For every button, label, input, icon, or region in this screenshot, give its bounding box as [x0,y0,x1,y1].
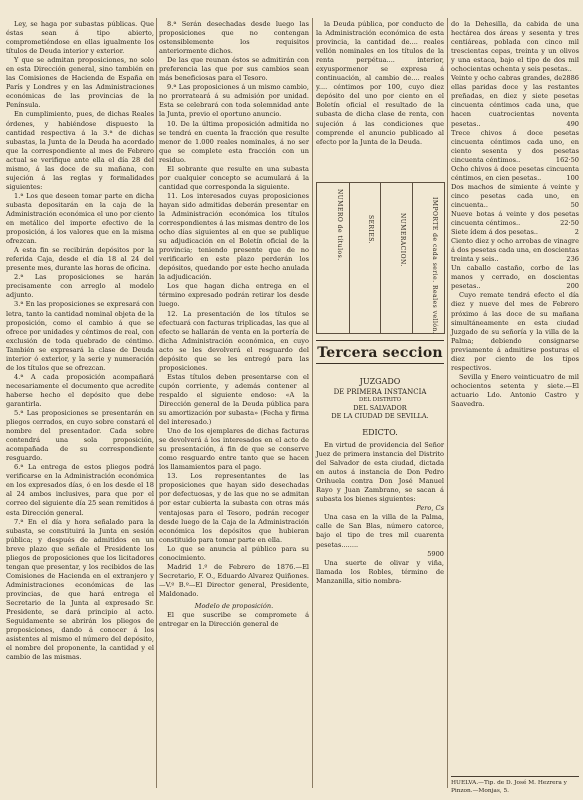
paragraph: 7.ª En el día y hora señalado para la subasta, se constituirá la Junta en sesión pública; y después de admitidos en un breve plazo que señale el Presidente los pliegos de proposiciones que los licitadores tengan que presentar, y los recibidos de las Comisiones de Hacienda en el extranjero y Administraciones económicas de las provincias, de que hará entrega el Secretario de la Junta al expresado Sr. Presidente, se dará principio al acto. Seguidamente se abrirán los pliegos de proposiciones, dando á conocer á los asistentes al mismo el número del depósito, el nombre del proponente, la cantidad y el cambio de las mismas. [6,517,154,662]
list-item: Dos machos de simiente á veinte y cinco pesetas cada uno, en cincuenta.. 50 [451,182,579,209]
proposal-table [316,182,445,334]
edict-title: EDICTO. [362,428,398,437]
court-subtitle: DEL DISTRITO [358,397,402,403]
list-item: Ciento diez y ocho arrobas de vinagre á dos pesetas cada una, en doscientas treinta y seis.. 236 [451,237,579,264]
paragraph: En cumplimiento, pues, de dichas Reales órdenes, y habiéndose dispuesto la cantidad respectiva á la 3.ª de dichas subastas, la Junta de la Deuda ha acordado que la correspondiente al mes de Febrero actual se verifique ante ella el día 28 del mismo, á las doce de su mañana, con sujeción á las reglas y formalidades siguientes: [6,110,154,191]
table-header: NUMERO de títulos. [336,189,343,261]
modelo-label: Modelo de proposición. [194,602,274,610]
list-item: Nueve botas á veinte y dos pesetas cincuenta céntimos.. 22·50 [451,209,579,228]
paragraph: Cuyo remate tendrá efecto el día diez y nueve del mes de Febrero próximo á las doce de su mañana simultáneamente en esta ciudad Juzgado de su señoría y la villa de la Palma; debiendo consignarse previamente á admitirse posturas el diez por ciento de los tipos respectivos. [451,291,579,372]
court-heading [316,377,444,420]
paragraph: Ley, se haga por subastas públicas. Que éstas sean á tipo abierto, comprometiéndose en ellas igualmente los títulos de Deuda interior y exterior. [6,20,154,56]
list-item: Veinte y ocho cabras grandes, de ellas paridas doce y las restantes preñadas, en diez y siete pesetas cincuenta céntimos cada una, que hacen cuatrocientas noventa pesetas.. 490 [451,74,579,128]
paragraph: 10. De la última proposición admitida no se tendrá en cuenta la fracción que resulte menor de 1.000 reales nominales, á no ser que se complete esta fracción con un residuo. [159,119,309,164]
table-divider [380,183,381,333]
edict-body [316,441,444,586]
paragraph: Uno de los ejemplares de dichas facturas se devolverá á los interesados en el acto de su presentación, á fin de que se conserve como resguardo entre tanto que se hacen los llamamientos para el pago. [159,427,309,472]
column-rule [447,18,448,788]
list-item: Un caballo castaño, corbo de las manos y cerrado, en doscientas pesetas.. 200 [451,264,579,291]
paragraph: El que suscribe se compromete á entregar en la Dirección general de [159,611,309,629]
paragraph: 2.ª Las proposiciones se harán precisamente con arreglo al modelo adjunto. [6,273,154,300]
rule [316,340,444,341]
column-3 [316,20,444,147]
paragraph: 4.ª A cada proposición acompañará necesariamente el documento que acredite haberse hecho el depósito que debe garantirla. [6,372,154,408]
paragraph: A esta fin se recibirán depósitos por la referida Caja, desde el día 18 al 24 del presente mes, durante las horas de oficina. [6,246,154,273]
table-header: SERIES. [367,215,374,245]
signer: Pero, Cs [416,504,444,513]
court-subtitle: DE PRIMERA INSTANCIA [333,388,427,396]
paragraph: Y que se admitan proposiciones, no solo en esta Dirección general, sino también en las Comisiones de Hacienda de España en París y Londres y en las Administraciones económicas de las provincias de la Península. [6,56,154,110]
paragraph: 3.ª En las proposiciones se expresará con letra, tanto la cantidad nominal objeta de la proposición, como el cambio á que se ofrece por unidades y céntimos de real, con exclusión de toda quebrado de céntimo. También se expresará la clase de Deuda interior ó exterior, y la serie y numeración de los títulos que se ofrezcan. [6,300,154,372]
paragraph: 5.ª Las proposiciones se presentarán en pliegos cerrados, en cuyo sobre constará el nombre del presentador. Cada sobre contendrá una sola proposición, acompañada de su correspondiente resguardo. [6,409,154,463]
paragraph: El sobrante que resulte en una subasta por cualquier concepto se acumulará á la cantidad que corresponda la siguiente. [159,164,309,191]
paragraph: En virtud de providencia del Señor Juez de primera instancia del Distrito del Salvador de esta ciudad, dictada en autos á instancia de Don Pedro Orihuela contra Don José Manuel Rayo y Juan Zambrano, se sacan á subasta los bienes siguientes: [316,441,444,504]
paragraph: Estas títulos deben presentarse con el cupón corriente, y además contener al respaldo el siguiente endoso: «A la Dirección general de la Deuda pública para su amortización por subasta» (Fecha y firma del interesado.) [159,372,309,427]
paragraph: Sevilla y Enero veinticuatro de mil ochocientos setenta y siete.—El actuario Ldo. Antonio Castro y Saavedra. [451,372,579,408]
column-2 [159,20,309,629]
paragraph: la Deuda pública, por conducto de la Administración económica de esta provincia, la cantidad de.... reales vellón nominales en los títulos de la renta perpétua.... interior, exyuspormenor se expresa á continuación, al cambio de.... reales y.... céntimos por 100, cuyo diez depósito del uno por ciento en el Boletín oficial el resultado de la subasta de dicha clase de renta, con sujeción á las condiciones que comprende el anuncio publicado al efecto por la Junta de la Deuda. [316,20,444,146]
item: Una suerte de olivar y viña, llamada los Robles, término de Manzanilla, sitio nombra- [316,558,444,585]
list-item: do la Dehesilla, da cabida de una hectárea dos áreas y sesenta y tres centiáreas, poblada con cinco mil trescientas cepas, treinta y un olivos y una estaca, bajo el tipo de dos mil ochocientas ochenta y seis pesetas.. 2886 [451,20,579,83]
list-item: Siete ídem á dos pesetas.. 2 [451,228,579,237]
table-divider [412,183,413,333]
table-header: IMPORTE de cada serie. Reales vellón. [431,197,438,335]
printer-footer: HUELVA.—Tip. de D. José M. Hezrera y Pinzon.—Monjas, 5. [451,776,579,795]
table-divider [349,183,350,333]
paragraph: 1.ª Los que deseen tomar parte en dicha subasta depositarán en la caja de la Administración económica el uno por ciento en metálico del importe efectivo de la proposición, á los valores que en la misma ofrezcan. [6,191,154,246]
rule [316,363,444,364]
paragraph: 13. Los representantes de las proposiciones que hayan sido desechadas por defectuosas, y de las que no se admitan por estar cubierta la subasta con otras más ventajosas para el Tesoro, podrán recoger desde luego de la Caja de la Administración económica los depósitos que hubieran constituido para tomar parte en ella. [159,472,309,544]
column-rule [156,18,157,788]
list-item: Trece chivos á doce pesetas cincuenta céntimos cada uno, en ciento sesenta y dos pesetas cincuenta céntimos.. 162·50 [451,128,579,164]
paragraph: 9.ª Las proposiciones á un mismo cambio, no prorrateará á su admisión por unidad. Esta se celebrará con toda solemnidad ante la Junta, previo el oportuno anuncio. [159,83,309,119]
column-rule [312,18,313,788]
column-4 [451,20,579,409]
paragraph: 6.ª La entrega de estos pliegos podrá verificarse en la Administración económica en los expresados días, ó en los desde el 18 al 24 ambos inclusives, para que por el correo del siguiente día 25 sean remitidos á esta Dirección general. [6,463,154,517]
table-header: NUMERACION. [399,213,406,267]
paragraph: Madrid 1.º de Febrero de 1876.—El Secretario, F. O., Eduardo Alvarez Quiñones.—V.º B.º—El Director general, Presidente, Maldonado. [159,562,309,598]
list-item: Ocho chivos á doce pesetas cincuenta céntimos, en cien pesetas.. 100 [451,164,579,182]
paragraph: 8.ª Serán desechadas desde luego las proposiciones que no contengan ostensiblemente los requisitos anteriormente dichos. [159,20,309,56]
item: Una casa en la villa de la Palma, calle de San Blas, número catorce, bajo el tipo de tres mil cuarenta pesetas........ [316,513,444,549]
court-subtitle: DE LA CIUDAD DE SEVILLA. [331,412,429,420]
paragraph: 12. La presentación de los títulos se efectuará con facturas triplicadas, las que al efecto se hallarán de venta en la portería de dicha Administración económica, en cuyo acto se les devolverá el resguardo del depósito que se les entregó para las proposiciones. [159,309,309,372]
section-title: Tercera seccion [317,345,443,361]
item-price: 5900 [427,549,444,558]
paragraph: Los que hagan dicha entrega en el término expresado podrán retirar los desde luego. [159,282,309,309]
paragraph: De las que reunan éstos se admitirán con preferencia las que por sus cambios sean más beneficiosas para el Tesoro. [159,56,309,83]
paragraph: Lo que se anuncia al público para su conocimiento. [159,544,309,562]
court-subtitle: DEL SALVADOR [353,404,407,412]
column-1 [6,20,154,662]
court-title: JUZGADO [359,377,401,386]
paragraph: 11. Los interesados cuyas proposiciones hayan sido admitidas deberán presentar en la Administración económica los títulos correspondientes á las mismas dentro de los ocho días siguientes al en que se publique su adjudicación en el Boletín oficial de la provincia; teniendo presente que de no verificarlo en este plazo perderán los depósitos, quedando por este hecho anulada la adjudicación. [159,191,309,282]
